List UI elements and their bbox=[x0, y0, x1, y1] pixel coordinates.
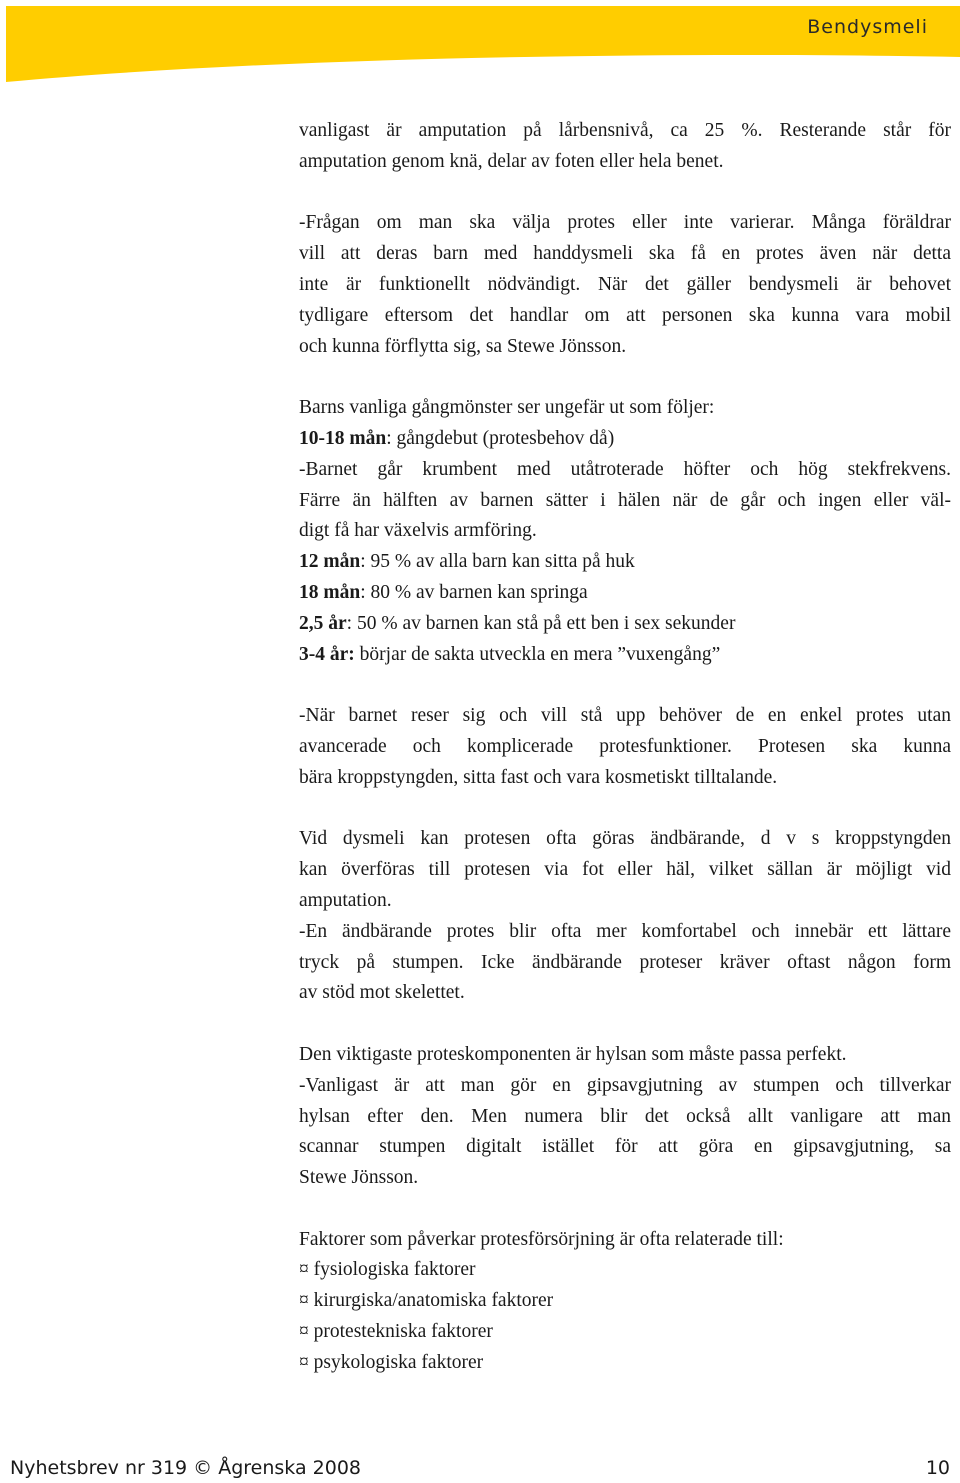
list-item-text: psykologiska faktorer bbox=[313, 1351, 484, 1373]
milestone-age: 18 mån bbox=[299, 581, 361, 603]
milestone-sep: : bbox=[360, 551, 366, 573]
text-line: Barns vanliga gångmönster ser ungefär ut som följer: bbox=[299, 397, 715, 419]
text-line: scannar stumpen digitalt istället för att göra en gipsavgjutning, sa bbox=[299, 1136, 951, 1158]
text-line: -Barnet går krumbent med utåtroterade höfter och hög stekfrekvens. bbox=[299, 458, 951, 480]
article-body bbox=[299, 116, 951, 1379]
milestone-text: börjar de sakta utveckla en mera ”vuxengång” bbox=[354, 643, 721, 665]
milestone-age: 10-18 mån bbox=[299, 427, 387, 449]
list-item bbox=[299, 1286, 951, 1317]
factors-intro: Faktorer som påverkar protesförsörjning är ofta relaterade till: bbox=[299, 1228, 784, 1250]
text-line: -Frågan om man ska välja protes eller inte varierar. Många föräldrar bbox=[299, 212, 951, 234]
text-line: Stewe Jönsson. bbox=[299, 1167, 419, 1189]
milestone-sep: : bbox=[346, 612, 353, 634]
paragraph-amputation-stats bbox=[299, 116, 951, 178]
text-line: vill att deras barn med handdysmeli ska få en protes även när detta bbox=[299, 243, 951, 265]
milestone-item bbox=[299, 640, 951, 671]
bullet-icon: ¤ bbox=[299, 1351, 309, 1373]
text-line: inte är funktionellt nödvändigt. När det gäller bendysmeli är behovet bbox=[299, 273, 951, 295]
text-line: Den viktigaste proteskomponenten är hylsan som måste passa perfekt. bbox=[299, 1043, 847, 1065]
paragraph-first-protes bbox=[299, 701, 951, 793]
milestone-text: 50 % av barnen kan stå på ett ben i sex sekunder bbox=[352, 612, 736, 634]
paragraph-socket bbox=[299, 1040, 951, 1194]
milestone-text: 80 % av barnen kan springa bbox=[365, 581, 588, 603]
milestone-item bbox=[299, 424, 951, 455]
bullet-icon: ¤ bbox=[299, 1290, 309, 1312]
milestone-item bbox=[299, 609, 951, 640]
text-line: avancerade och komplicerade protesfunktioner. Protesen ska kunna bbox=[299, 735, 951, 757]
text-line: av stöd mot skelettet. bbox=[299, 982, 465, 1004]
milestone-text: 95 % av alla barn kan sitta på huk bbox=[365, 551, 635, 573]
milestone-item bbox=[299, 547, 951, 578]
text-line: -När barnet reser sig och vill stå upp behöver de en enkel protes utan bbox=[299, 705, 951, 727]
milestone-age: 3-4 år: bbox=[299, 643, 355, 665]
milestone-text: gångdebut (protesbehov då) bbox=[391, 427, 615, 449]
text-line: digt få har växelvis armföring. bbox=[299, 520, 537, 542]
bullet-icon: ¤ bbox=[299, 1321, 309, 1343]
milestone-sep: : bbox=[360, 581, 366, 603]
text-line: tryck på stumpen. Icke ändbärande proteser kräver oftast någon form bbox=[299, 951, 951, 973]
milestone-age: 12 mån bbox=[299, 551, 361, 573]
text-line: kan överföras till protesen via fot eller häl, vilket sällan är möjligt vid bbox=[299, 859, 951, 881]
text-line: -En ändbärande protes blir ofta mer komfortabel och innebär ett lättare bbox=[299, 920, 951, 942]
list-item bbox=[299, 1255, 951, 1286]
section-title: Bendysmeli bbox=[807, 16, 928, 38]
footer-newsletter-info: Nyhetsbrev nr 319 © Ågrenska 2008 bbox=[10, 1457, 361, 1479]
text-line: vanligast är amputation på lårbensnivå, ca 25 %. Resterande står för bbox=[299, 120, 951, 141]
text-line: bära kroppstyngden, sitta fast och vara kosmetiskt tilltalande. bbox=[299, 766, 778, 788]
paragraph-end-bearing bbox=[299, 824, 951, 1009]
list-item-text: fysiologiska faktorer bbox=[313, 1259, 476, 1281]
text-line: Vid dysmeli kan protesen ofta göras ändbärande, d v s kroppstyngden bbox=[299, 828, 951, 850]
text-line: Färre än hälften av barnen sätter i hälen när de går och ingen eller väl- bbox=[299, 489, 951, 511]
header-banner bbox=[0, 0, 960, 90]
milestone-item bbox=[299, 578, 951, 609]
text-line: -Vanligast är att man gör en gipsavgjutning av stumpen och tillverkar bbox=[299, 1074, 951, 1096]
list-item bbox=[299, 1317, 951, 1348]
list-item bbox=[299, 1348, 951, 1379]
page-number: 10 bbox=[925, 1457, 950, 1479]
milestone-sep: : bbox=[386, 427, 392, 449]
paragraph-gait-patterns bbox=[299, 393, 951, 670]
text-line: amputation. bbox=[299, 889, 392, 911]
list-item-text: protestekniska faktorer bbox=[313, 1321, 493, 1343]
milestone-age: 2,5 år bbox=[299, 612, 347, 634]
factors-list bbox=[299, 1225, 951, 1379]
paragraph-protes-choice bbox=[299, 208, 951, 362]
header-banner-shape bbox=[0, 0, 960, 90]
bullet-icon: ¤ bbox=[299, 1259, 309, 1281]
text-line: tydligare eftersom det handlar om att personen ska kunna vara mobil bbox=[299, 304, 951, 326]
text-line: amputation genom knä, delar av foten eller hela benet. bbox=[299, 150, 724, 172]
list-item-text: kirurgiska/anatomiska faktorer bbox=[313, 1290, 554, 1312]
text-line: och kunna förflytta sig, sa Stewe Jönsson. bbox=[299, 335, 627, 357]
text-line: hylsan efter den. Men numera blir det också allt vanligare att man bbox=[299, 1105, 951, 1127]
